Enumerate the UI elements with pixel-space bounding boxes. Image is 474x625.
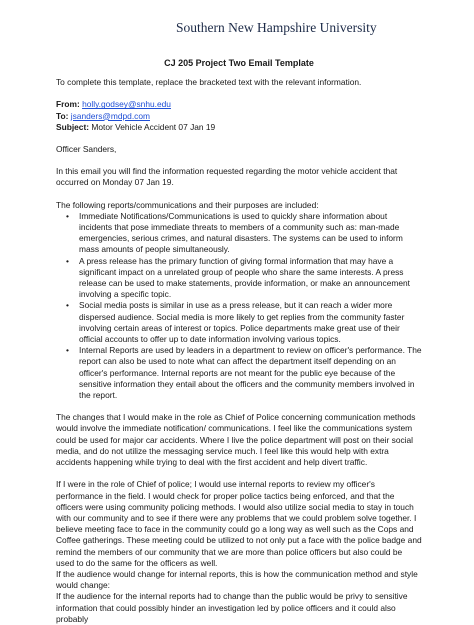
bullet-icon: •: [66, 255, 69, 266]
from-label: From:: [56, 99, 80, 110]
bullet-icon: •: [66, 210, 69, 221]
list-item: [56, 211, 422, 256]
intro-paragraph: In this email you will find the information requested regarding the motor vehicle accident that occurred on Monday 07 Jan 19.: [56, 166, 398, 188]
subject-value: Motor Vehicle Accident 07 Jan 19: [91, 121, 216, 132]
subject-label: Subject:: [56, 121, 90, 132]
reports-list: [56, 211, 422, 401]
bullet-icon: •: [66, 300, 69, 311]
to-line: [56, 111, 422, 122]
list-item-text: Social media posts is similar in use as a press release, but it can reach a wider more dispersed audience. Social media is more likely to get replies from the community faster involving certain areas of interest or topics. Police departments make great use of their official accounts to offer up to date information involving various topics.: [79, 300, 405, 345]
email-header: [56, 99, 422, 133]
subject-line: [56, 122, 422, 133]
changes-paragraph: The changes that I would make in the role as Chief of Police concerning communication methods would involve the immediate notification/ communications. I feel like the communications system could be used for major car accidents. Where I live the police department will post on their social media, and do not utilize the messaging service much. I feel like this would help with extra accidents happening while trying to deal with the first accident and help divert traffic.: [56, 412, 416, 468]
list-item-text: A press release has the primary function of giving formal information that may have a significant impact on a unrelated group of people who share the same interests. A press release can be used to make statements, provide information, or make an announcement involving a specific topic.: [79, 255, 411, 300]
university-logo: Southern New Hampshire University: [176, 20, 377, 35]
to-email-link[interactable]: jsanders@mdpd.com: [70, 110, 150, 121]
instruction-text: To complete this template, replace the bracketed text with the relevant information.: [56, 77, 362, 88]
from-line: [56, 99, 422, 110]
list-item-text: Internal Reports are used by leaders in a department to review on officer's performance. The report can also be used to note what can affect the department itself depending on an officer's performance. Internal reports are not meant for the public eye because of the sensitive information they entail about the officers and the community members involved in the report.: [79, 345, 422, 401]
list-item: [56, 256, 422, 301]
audience-paragraph: If the audience would change for internal reports, this is how the communication method and style would change:: [56, 568, 418, 591]
list-item: [56, 345, 422, 401]
chief-paragraph: If I were in the role of Chief of police; I would use internal reports to review my officer's performance in the field. I would check for proper police tactics being enforced, and that the officers were using community policing methods. I would also utilize social media to stay in touch with our community and to see if there were any problems that we could problem solve together. I believe meeting face to face in the community could go a long way as well such as the Cops and Coffee gatherings. These meeting could be utilized to not only put a face with the police badge and remind the members of our community that we are more than police officers but also could be used to do the same for the officers as well.: [56, 479, 422, 568]
list-intro: The following reports/communications and their purposes are included:: [56, 199, 319, 210]
last-paragraph: If the audience for the internal reports had to change than the public would be privy to sensitive information that could possibly hinder an investigation led by police officers and it could also probably: [56, 591, 408, 624]
list-item: [56, 300, 422, 345]
to-label: To:: [56, 110, 69, 121]
greeting: Officer Sanders,: [56, 144, 117, 155]
from-email-link[interactable]: holly.godsey@snhu.edu: [82, 99, 171, 110]
list-item-text: Immediate Notifications/Communications is used to quickly share information about incidents that pose immediate threats to members of a community such as: man-made emergencies, serious crimes, and natural disasters. The systems can be used to inform mass amounts of people simultaneously.: [79, 210, 403, 255]
bullet-icon: •: [66, 345, 69, 356]
document-body: [56, 58, 422, 625]
document-title: CJ 205 Project Two Email Template: [164, 58, 314, 68]
